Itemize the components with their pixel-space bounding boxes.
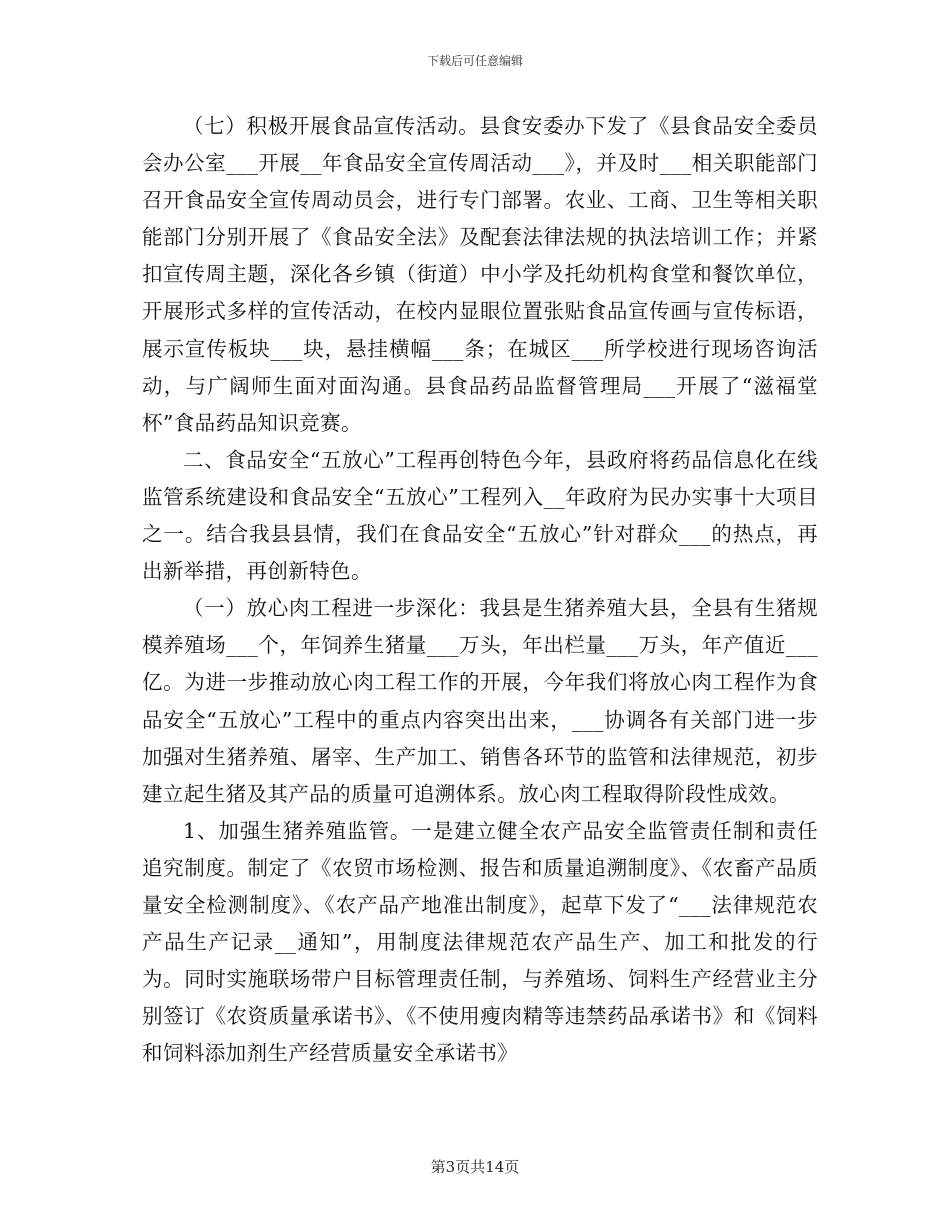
paragraph-pig-farming-supervision: 1、加强生猪养殖监管。一是建立健全农产品安全监管责任制和责任追究制度。制定了《农贸市场检测、报告和质量追溯制度》、《农畜产品质量安全检测制度》、《农产品产地准出制度》，起草下发了“___法律规范农产品生产记录__通知”，用制度法律规范农产品生产、加工和批发的行为。同时实施联场带户目标管理责任制，与养殖场、饲料生产经营业主分别签订《农资质量承诺书》、《不使用瘦肉精等违禁药品承诺书》和《饲料和饲料添加剂生产经营质量安全承诺书》 <box>142 818 818 1066</box>
paragraph-five-assurances: 二、食品安全“五放心”工程再创特色今年，县政府将药品信息化在线监管系统建设和食品安全“五放心”工程列入__年政府为民办实事十大项目之一。结合我县县情，我们在食品安全“五放心”针对群众___的热点，再出新举措，再创新特色。 <box>142 447 818 584</box>
document-body <box>142 108 818 1072</box>
page-number: 第3页共14页 <box>430 1158 520 1176</box>
paragraph-food-promotion: （七）积极开展食品宣传活动。县食安委办下发了《县食品安全委员会办公室___开展__年食品安全宣传周活动___》，并及时___相关职能部门召开食品安全宣传周动员会，进行专门部署。农业、工商、卫生等相关职能部门分别开展了《食品安全法》及配套法律法规的执法培训工作；并紧扣宣传周主题，深化各乡镇（街道）中小学及托幼机构食堂和餐饮单位，开展形式多样的宣传活动，在校内显眼位置张贴食品宣传画与宣传标语，展示宣传板块___块，悬挂横幅___条；在城区___所学校进行现场咨询活动，与广阔师生面对面沟通。县食品药品监督管理局___开展了“滋福堂杯”食品药品知识竞赛。 <box>142 114 818 435</box>
page-header: 下载后可任意编辑 <box>426 54 523 68</box>
paragraph-safe-meat-project: （一）放心肉工程进一步深化：我县是生猪养殖大县，全县有生猪规模养殖场___个，年饲养生猪量___万头，年出栏量___万头，年产值近___亿。为进一步推动放心肉工程工作的开展，今年我们将放心肉工程作为食品安全“五放心”工程中的重点内容突出出来，___协调各有关部门进一步加强对生猪养殖、屠宰、生产加工、销售各环节的监管和法律规范，初步建立起生猪及其产品的质量可追溯体系。放心肉工程取得阶段性成效。 <box>142 596 818 806</box>
